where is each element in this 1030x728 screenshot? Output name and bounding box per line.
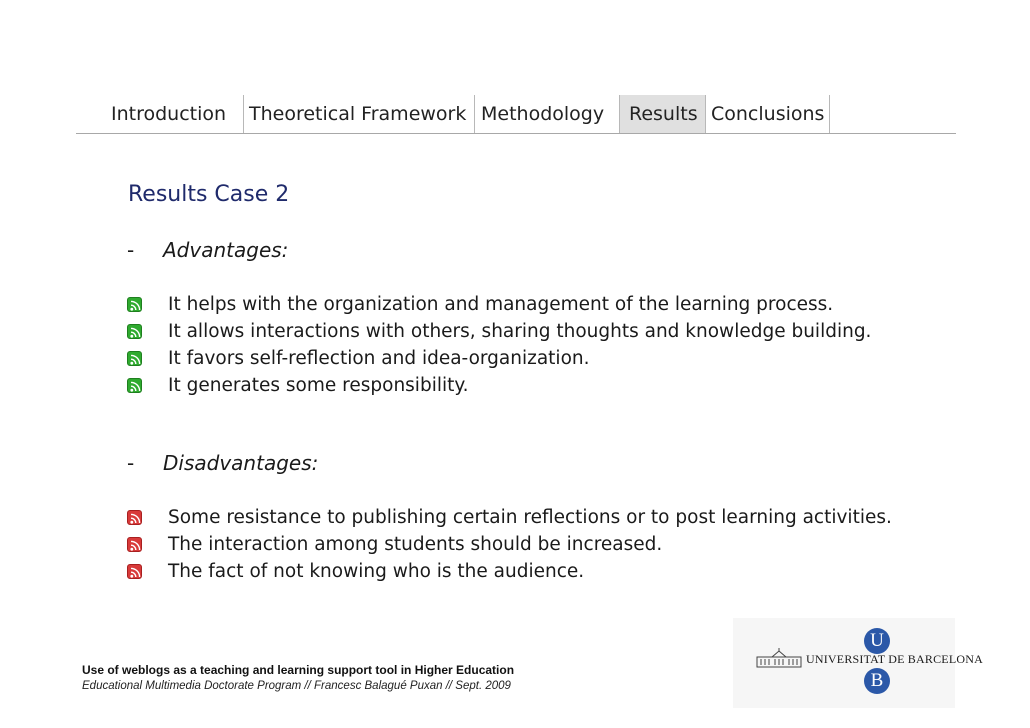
tab-conclusions[interactable]: Conclusions xyxy=(705,95,830,133)
advantage-item xyxy=(127,318,871,345)
advantage-item xyxy=(127,345,871,372)
university-building-icon xyxy=(756,648,802,668)
disadvantage-item xyxy=(127,531,892,558)
rss-feed-icon xyxy=(127,324,142,339)
disadvantages-list xyxy=(127,504,892,585)
advantage-item-text: It favors self-reflection and idea-organization. xyxy=(168,348,590,369)
tab-methodology[interactable]: Methodology xyxy=(474,95,619,133)
disadvantage-item-text: Some resistance to publishing certain reflections or to post learning activities. xyxy=(168,507,892,528)
advantage-item-text: It allows interactions with others, sharing thoughts and knowledge building. xyxy=(168,321,872,342)
rss-feed-icon xyxy=(127,537,142,552)
disadvantages-title xyxy=(127,451,318,475)
advantages-list xyxy=(127,291,871,399)
disadvantage-item-text: The fact of not knowing who is the audience. xyxy=(168,561,585,582)
advantages-label: Advantages: xyxy=(163,238,289,262)
rss-feed-icon xyxy=(127,297,142,312)
disadvantage-item-text: The interaction among students should be increased. xyxy=(168,534,663,555)
tab-results[interactable]: Results xyxy=(619,95,705,133)
university-name: UNIVERSITAT DE BARCELONA xyxy=(806,652,983,666)
rss-feed-icon xyxy=(127,564,142,579)
section-tabs xyxy=(101,95,830,133)
tab-introduction[interactable]: Introduction xyxy=(111,103,227,125)
advantage-item xyxy=(127,291,871,318)
rss-feed-icon xyxy=(127,378,142,393)
advantages-title xyxy=(127,238,288,262)
disadvantage-item xyxy=(127,558,892,585)
rss-feed-icon xyxy=(127,351,142,366)
disadvantages-label: Disadvantages: xyxy=(163,451,319,475)
logo-letter-u: U xyxy=(864,628,890,654)
tab-theoretical-framework[interactable]: Theoretical Framework xyxy=(243,95,474,133)
advantage-item xyxy=(127,372,871,399)
disadvantages-dash: - xyxy=(127,451,135,475)
slide-heading: Results Case 2 xyxy=(128,182,290,207)
rss-feed-icon xyxy=(127,510,142,525)
advantage-item-text: It helps with the organization and management of the learning process. xyxy=(168,294,834,315)
footer-subtitle: Educational Multimedia Doctorate Program // Francesc Balagué Puxan // Sept. 2009 xyxy=(82,680,511,692)
disadvantage-item xyxy=(127,504,892,531)
advantages-dash: - xyxy=(127,238,135,262)
logo-letter-b: B xyxy=(864,668,890,694)
advantage-item-text: It generates some responsibility. xyxy=(168,375,469,396)
tab-underline xyxy=(76,133,956,134)
footer-title: Use of weblogs as a teaching and learning support tool in Higher Education xyxy=(82,663,515,677)
